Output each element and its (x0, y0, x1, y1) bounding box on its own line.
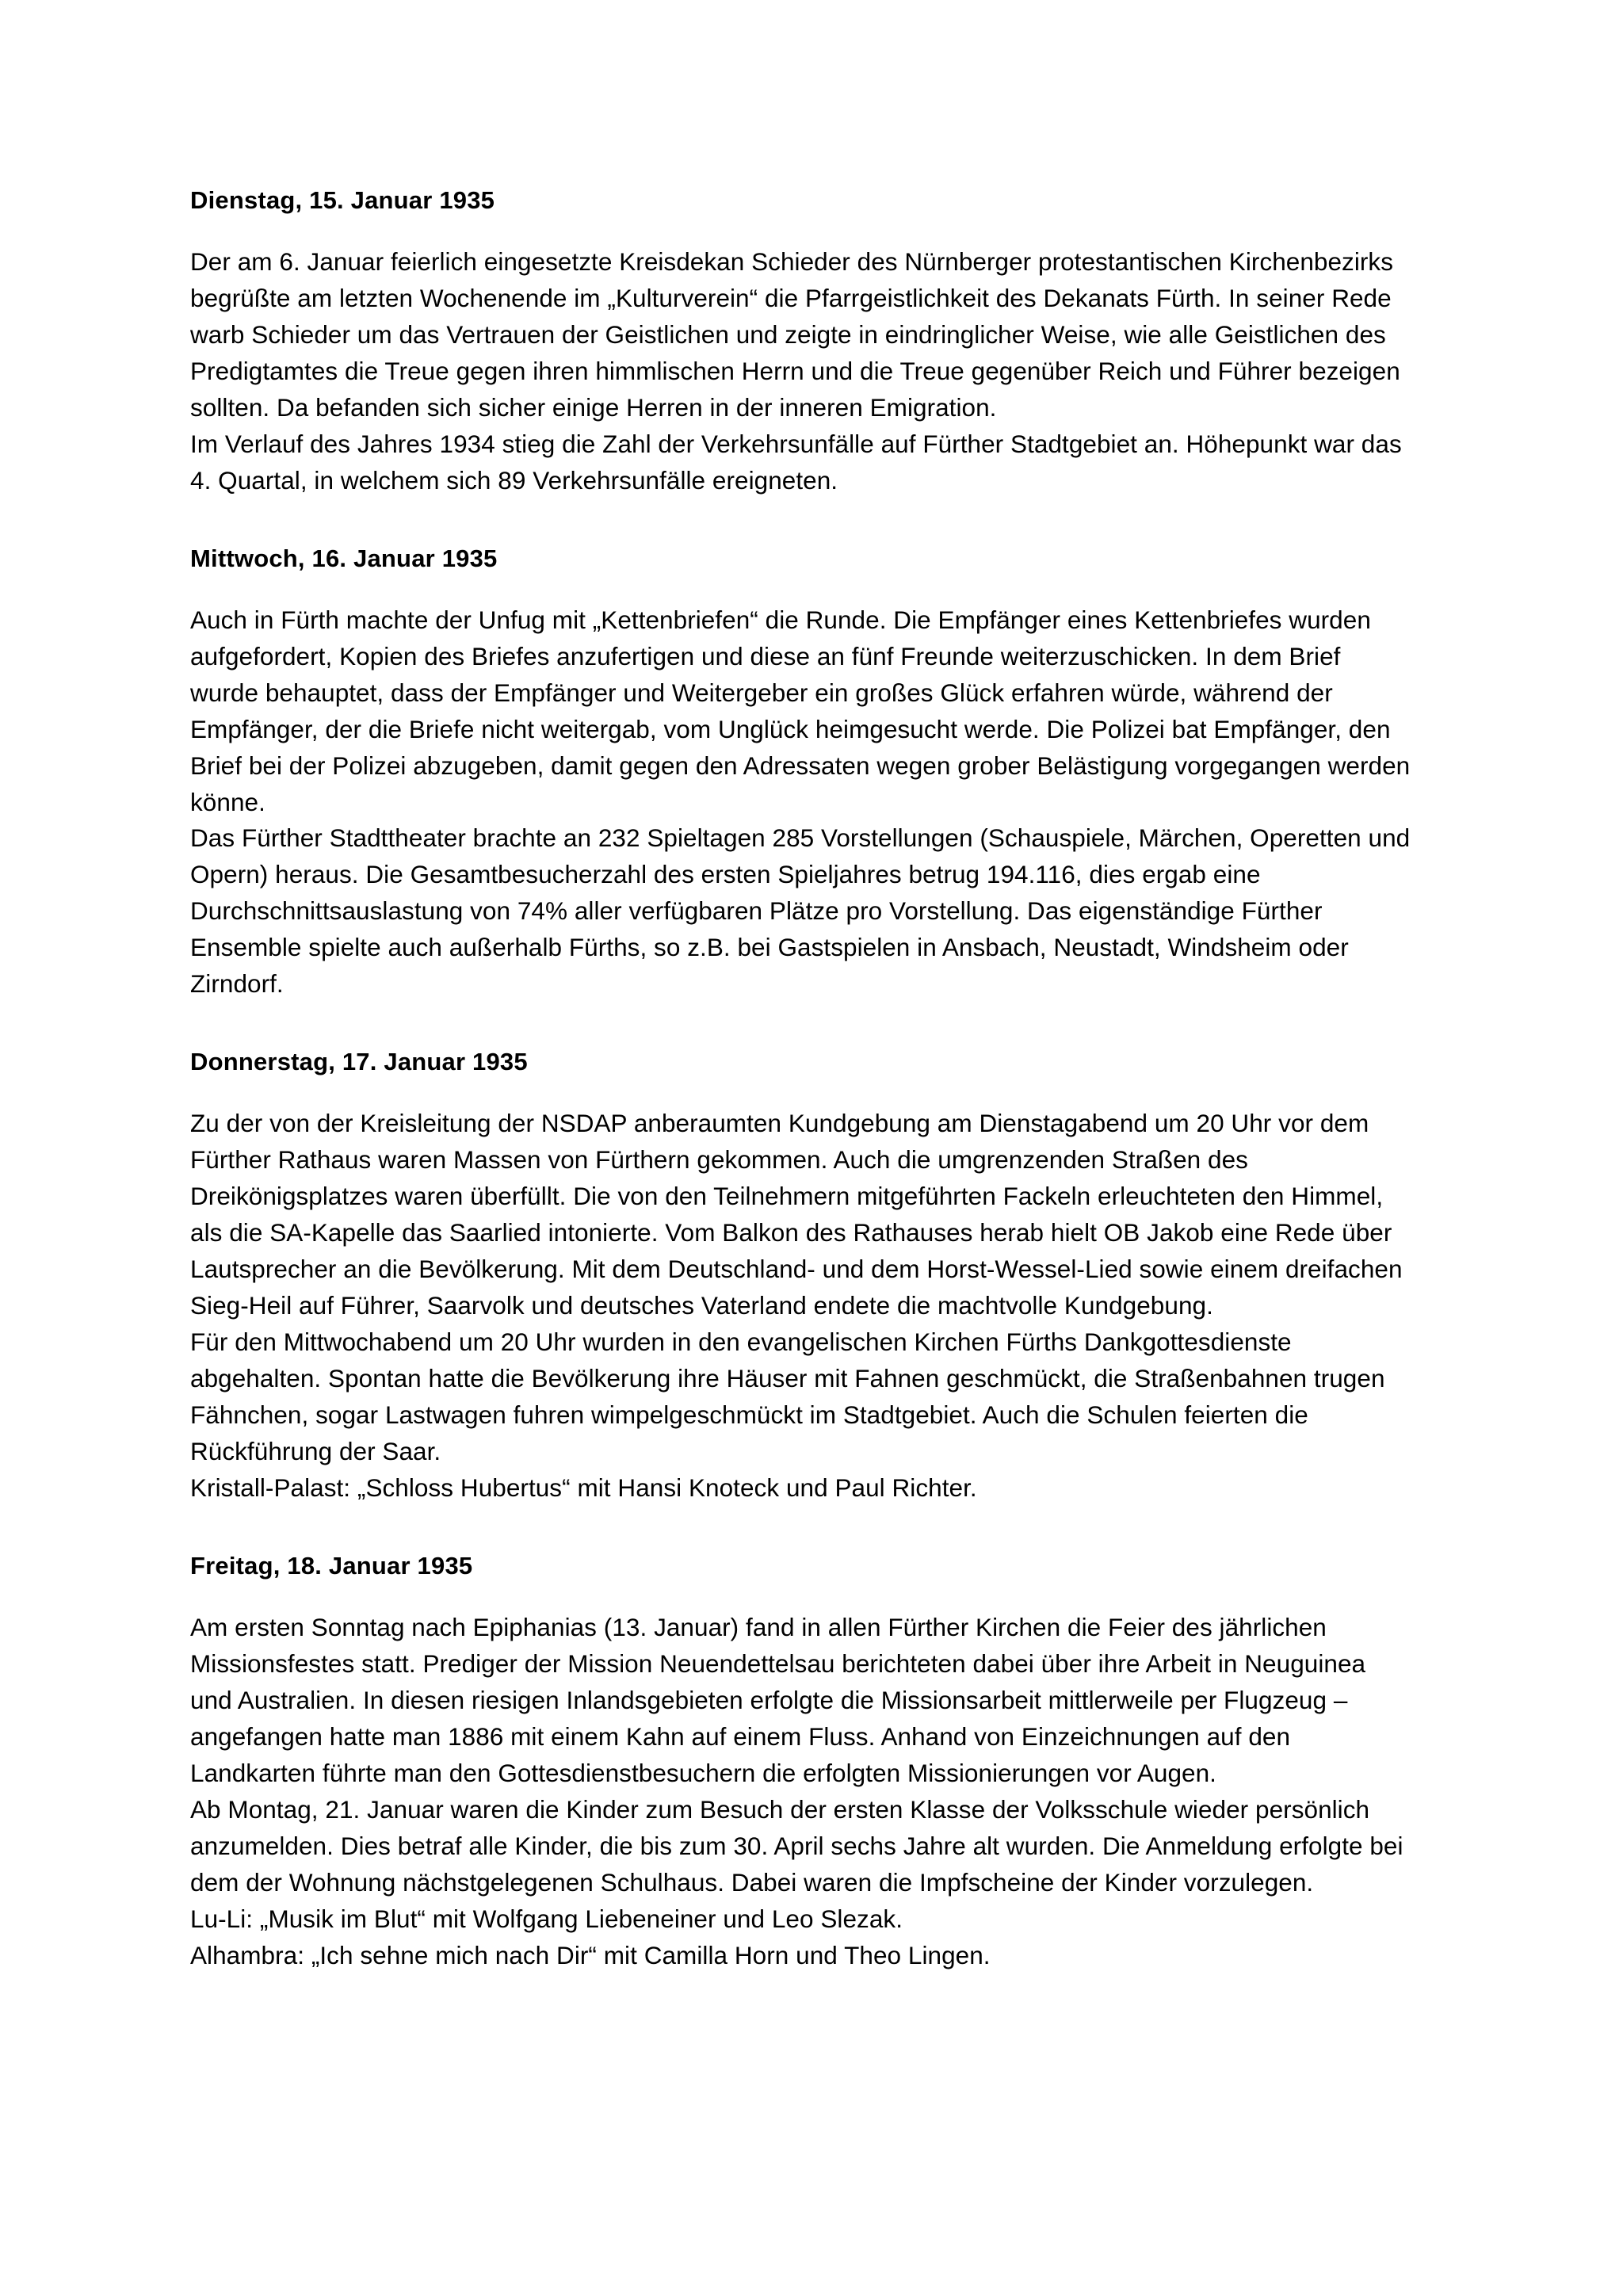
entry-paragraph: Kristall-Palast: „Schloss Hubertus“ mit Hansi Knoteck und Paul Richter. (190, 1473, 977, 1503)
diary-entry (190, 542, 1411, 1003)
entry-paragraph: Alhambra: „Ich sehne mich nach Dir“ mit Camilla Horn und Theo Lingen. (190, 1940, 991, 1969)
entry-body (190, 1610, 1411, 1974)
entry-paragraph: Lu-Li: „Musik im Blut“ mit Wolfgang Liebeneiner und Leo Slezak. (190, 1904, 903, 1933)
entry-heading: Freitag, 18. Januar 1935 (190, 1552, 473, 1580)
entry-paragraph: Zu der von der Kreisleitung der NSDAP anberaumten Kundgebung am Dienstagabend um 20 Uhr vor dem Fürther Rathaus waren Massen von Fürthern gekommen. Auch die umgrenzenden Straßen des Dreikönigsplatzes waren überfüllt. Die von den Teilnehmern mitgeführten Fackeln erleuchteten den Himmel, als die SA-Kapelle das Saarlied intonierte. Vom Balkon des Rathauses herab hielt OB Jakob eine Rede über Lautsprecher an die Bevölkerung. Mit dem Deutschland- und dem Horst-Wessel-Lied sowie einem dreifachen Sieg-Heil auf Führer, Saarvolk und deutsches Vaterland endete die machtvolle Kundgebung. (190, 1109, 1403, 1320)
entry-heading: Dienstag, 15. Januar 1935 (190, 186, 495, 214)
diary-entry (190, 1045, 1411, 1507)
entry-paragraph: Am ersten Sonntag nach Epiphanias (13. Januar) fand in allen Fürther Kirchen die Feier des jährlichen Missionsfestes statt. Prediger der Mission Neuendettelsau berichteten dabei über ihre Arbeit in Neuguinea und Australien. In diesen riesigen Inlandsgebieten erfolgte die Missionsarbeit mittlerweile per Flugzeug – angefangen hatte man 1886 mit einem Kahn auf einem Fluss. Anhand von Einzeichnungen auf den Landkarten führte man den Gottesdienstbesuchern die erfolgten Missionierungen vor Augen. (190, 1612, 1366, 1787)
entry-body (190, 244, 1411, 499)
entry-paragraph: Ab Montag, 21. Januar waren die Kinder zum Besuch der ersten Klasse der Volksschule wieder persönlich anzumelden. Dies betraf alle Kinder, die bis zum 30. April sechs Jahre alt wurden. Die Anmeldung erfolgte bei dem der Wohnung nächstgelegenen Schulhaus. Dabei waren die Impfscheine der Kinder vorzulegen. (190, 1794, 1403, 1897)
entry-paragraph: Das Fürther Stadttheater brachte an 232 Spieltagen 285 Vorstellungen (Schauspiele, Märchen, Operetten und Opern) heraus. Die Gesamtbesucherzahl des ersten Spieljahres betrug 194.116, dies ergab eine Durchschnittsauslastung von 74% aller verfügbaren Plätze pro Vorstellung. Das eigenständige Fürther Ensemble spielte auch außerhalb Fürths, so z.B. bei Gastspielen in Ansbach, Neustadt, Windsheim oder Zirndorf. (190, 823, 1411, 999)
entry-heading: Mittwoch, 16. Januar 1935 (190, 544, 498, 572)
diary-entry (190, 1549, 1411, 1974)
diary-entry (190, 184, 1411, 499)
document-content (190, 184, 1411, 1974)
entry-body (190, 602, 1411, 1003)
entry-heading: Donnerstag, 17. Januar 1935 (190, 1048, 528, 1076)
entry-body (190, 1106, 1411, 1507)
entry-paragraph: Im Verlauf des Jahres 1934 stieg die Zahl der Verkehrsunfälle auf Fürther Stadtgebiet an. Höhepunkt war das 4. Quartal, in welchem sich 89 Verkehrsunfälle ereigneten. (190, 429, 1402, 495)
entry-paragraph: Auch in Fürth machte der Unfug mit „Kettenbriefen“ die Runde. Die Empfänger eines Kettenbriefes wurden aufgefordert, Kopien des Briefes anzufertigen und diese an fünf Freunde weiterzuschicken. In dem Brief wurde behauptet, dass der Empfänger und Weitergeber ein großes Glück erfahren würde, während der Empfänger, der die Briefe nicht weitergab, vom Unglück heimgesucht werde. Die Polizei bat Empfänger, den Brief bei der Polizei abzugeben, damit gegen den Adressaten wegen grober Belästigung vorgegangen werden könne. (190, 605, 1411, 816)
entry-paragraph: Der am 6. Januar feierlich eingesetzte Kreisdekan Schieder des Nürnberger protestantischen Kirchenbezirks begrüßte am letzten Wochenende im „Kulturverein“ die Pfarrgeistlichkeit des Dekanats Fürth. In seiner Rede warb Schieder um das Vertrauen der Geistlichen und zeigte in eindringlicher Weise, wie alle Geistlichen des Predigtamtes die Treue gegen ihren himmlischen Herrn und die Treue gegenüber Reich und Führer bezeigen sollten. Da befanden sich sicher einige Herren in der inneren Emigration. (190, 246, 1400, 422)
entry-paragraph: Für den Mittwochabend um 20 Uhr wurden in den evangelischen Kirchen Fürths Dankgottesdienste abgehalten. Spontan hatte die Bevölkerung ihre Häuser mit Fahnen geschmückt, die Straßenbahnen trugen Fähnchen, sogar Lastwagen fuhren wimpelgeschmückt im Stadtgebiet. Auch die Schulen feierten die Rückführung der Saar. (190, 1328, 1385, 1466)
